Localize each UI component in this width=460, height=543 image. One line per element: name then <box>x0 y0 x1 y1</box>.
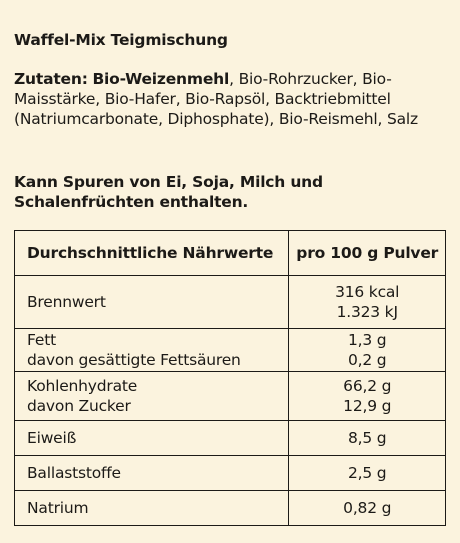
nutrient-value-kh: 66,2 g <box>343 377 392 395</box>
nutrient-name: Natrium <box>15 491 289 526</box>
nutrient-value: 0,82 g <box>289 491 446 526</box>
table-row <box>15 421 446 456</box>
ingredients-list: , Bio-Rohrzucker, Bio-Maisstärke, Bio-Hafer, Bio-Rapsöl, Backtriebmittel (Natriumcarbonate, Diphosphate), Bio-Reismehl, Salz <box>14 70 418 128</box>
nutrient-name <box>15 372 289 421</box>
nutrient-value <box>289 276 446 329</box>
nutrient-value-kcal: 316 kcal <box>335 283 400 301</box>
allergen-note: Kann Spuren von Ei, Soja, Milch und Schalenfrüchten enthalten. <box>14 173 323 211</box>
nutrient-subvalue-fett: 0,2 g <box>347 351 387 369</box>
ingredients-text <box>14 69 446 129</box>
nutrition-table <box>14 230 446 526</box>
ingredients-label: Zutaten: <box>14 70 88 88</box>
table-row <box>15 329 446 372</box>
nutrient-value-fett: 1,3 g <box>347 331 387 349</box>
table-row <box>15 491 446 526</box>
product-title: Waffel-Mix Teigmischung <box>14 31 228 49</box>
nutrient-subname-fett: davon gesättigte Fettsäuren <box>27 351 241 369</box>
nutrient-value-kj: 1.323 kJ <box>336 303 398 321</box>
nutrient-value: 2,5 g <box>289 456 446 491</box>
nutrient-subvalue-kh: 12,9 g <box>343 397 392 415</box>
nutrient-name: Eiweiß <box>15 421 289 456</box>
table-row <box>15 372 446 421</box>
ingredients-highlight: Bio-Weizenmehl <box>92 70 230 88</box>
table-row <box>15 276 446 329</box>
nutrition-header-row <box>15 231 446 276</box>
nutrient-subname-kh: davon Zucker <box>27 397 131 415</box>
table-row <box>15 456 446 491</box>
nutrient-name-fett: Fett <box>27 331 56 349</box>
nutrient-name: Brennwert <box>15 276 289 329</box>
nutrient-name-kh: Kohlenhydrate <box>27 377 138 395</box>
nutrition-header-value: pro 100 g Pulver <box>289 231 446 276</box>
nutrition-header-name: Durchschnittliche Nährwerte <box>15 231 289 276</box>
nutrient-value: 8,5 g <box>289 421 446 456</box>
nutrient-name: Ballaststoffe <box>15 456 289 491</box>
nutrient-value <box>289 372 446 421</box>
nutrient-value <box>289 329 446 372</box>
nutrient-name <box>15 329 289 372</box>
